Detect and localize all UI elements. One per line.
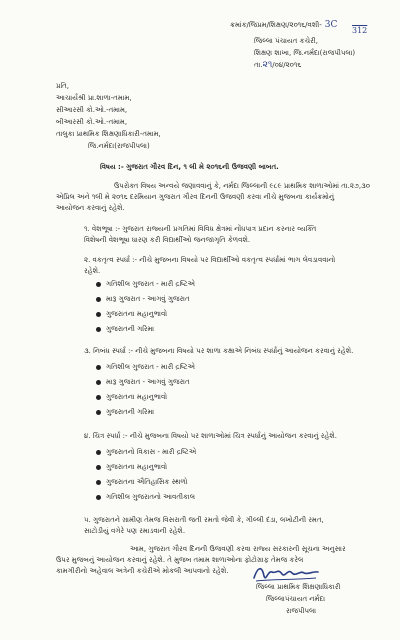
intro-line: આયોજન કરવાનું રહેશે. bbox=[56, 204, 125, 212]
item-3-line: ૩. નિબંધ સ્પર્ધા :- નીચે મુજબના વિષયો પર શાળા કક્ષાએ નિબંધ સ્પર્ધાનું આયોજન કરવાનું રહેશે. bbox=[84, 347, 354, 355]
handwritten-reference-number: 3C bbox=[324, 20, 338, 30]
item-4-line: ૪. ચિત્ર સ્પર્ધા :- નીચે મુજબના વિષયો પર શાળાઓમાં ચિત્ર સ્પર્ધાનું આયોજન કરવાનું રહેશે. bbox=[84, 432, 337, 440]
recipient-line: બીઆરસી કો.ઓ.-તમામ, bbox=[56, 118, 128, 126]
signatory-title: જિલ્લા પ્રાથમિક શિક્ષણાધિકારી bbox=[256, 583, 341, 591]
date-prefix: તા. bbox=[254, 61, 263, 69]
signatory-office: જિલ્લાપંચાયત નર્મદા bbox=[266, 595, 326, 603]
reference-number bbox=[230, 21, 337, 30]
item-2-line: ૨. વકતૃત્વ સ્પર્ધા :- નીચે મુજબના વિષયો પર વિદ્યાર્થીઓ વકતૃત્વ સ્પર્ધામાં ભાગ લેવડાવવાનો bbox=[84, 256, 336, 264]
closing-line: ઉપર મુજબનું આયોજન કરવાનું રહેશે. તે મુજબ તમામ શાળાઓના ફોટોગ્રાફ તેમજ કરેલ bbox=[56, 556, 304, 564]
list-item: મારૂ ગુજરાત - આગવું ગુજરાત bbox=[106, 295, 190, 303]
reference-number-text: ક્રમાંક/જિપ્રમ/શિક્ષણ/૨૦૧૬/વશી- bbox=[230, 21, 322, 29]
recipient-line: સીઆરસી કો.ઓ.-તમામ, bbox=[56, 106, 128, 114]
handwritten-signature bbox=[252, 562, 322, 584]
recipient-line: તાલુકા પ્રાથમિક શિક્ષણાધિકારી-તમામ, bbox=[56, 130, 161, 138]
list-item: ગુજરાતનો વિકાસ - મારી દ્રષ્ટિએ bbox=[106, 448, 197, 456]
list-item: ગતિશીલ ગુજરાતનો આવતીકાલ bbox=[106, 493, 196, 501]
letter-subject: વિષય :- ગુજરાત ગૌરવ દિન, ૧ લી મે ૨૦૧૬ની ઉજવણી બાબત. bbox=[100, 163, 279, 171]
item-2-line: રહેશે. bbox=[84, 267, 101, 275]
list-item: ગુજરાતની ગરિમા bbox=[106, 408, 155, 416]
list-item: ગુજરાતના મહાનુભાવો bbox=[106, 393, 168, 401]
signatory-location: રાજપીપલા bbox=[286, 607, 317, 615]
list-item: ગુજરાતના મહાનુભાવો bbox=[106, 463, 168, 471]
item-5-line: સાટોડીયું વગેરે પણ રમાડવાની રહેશે. bbox=[84, 527, 186, 535]
handwritten-date-day: ૨૧ bbox=[262, 60, 273, 70]
list-item: ગુજરાતના ઐતિહાસિક સ્થળો bbox=[106, 478, 188, 486]
handwritten-reference-fraction: 312 bbox=[352, 26, 368, 35]
recipient-salutation: પ્રતિ, bbox=[56, 82, 69, 90]
recipient-line: આચાર્યશ્રી પ્રા.શાળા-તમામ, bbox=[56, 94, 132, 102]
list-item: ગુજરાતની ગરિમા bbox=[106, 325, 155, 333]
item-1-line: ૧. વેશભૂષા :- ગુજરાત રાજ્યની પ્રગતિમાં વિવિધ ક્ષેત્રમાં નોંધપાત્ર પ્રદાન કરનાર વ્યક્તિ bbox=[84, 225, 317, 233]
date-suffix: /૦૪/૨૦૧૬ bbox=[272, 61, 302, 69]
item-1-line: વિશેષની વેશભૂષા ધારણ કરી વિદ્યાર્થીઓ જનજાગૃતિ કેળવશે. bbox=[84, 236, 251, 244]
office-branch: શિક્ષણ શાખા, જિ.નર્મદા(રાજપીપલા) bbox=[254, 49, 356, 57]
office-name: જિલ્લા પંચાયત કચેરી, bbox=[254, 37, 318, 45]
item-5-line: ૫. ગુજરાતને ગ્રામીણ તેમજ વિસરાતી જતી રમતો જેવી કે, ગીલ્લી દંડા, લખોટીની રમત, bbox=[84, 516, 324, 524]
list-item: મારૂ ગુજરાત - આગવું ગુજરાત bbox=[106, 378, 190, 386]
closing-line: આમ, ગુજરાત ગૌરવ દિનની ઉજવણી કરવા રાજ્ય સરકારની સૂચના અનુસાર bbox=[130, 545, 346, 553]
list-item: ગતિશીલ ગુજરાત - મારી દ્રષ્ટિએ bbox=[106, 280, 195, 288]
intro-line: ઉપરોક્ત વિષય અન્વયે જણાવવાનું કે, નર્મદા જિલ્લાની ૯૮૯ પ્રાથમિક શાળાઓમાં તા.૨૭,૩૦ bbox=[114, 182, 370, 190]
recipient-line: જિ.નર્મદા(રાજપીપલા) bbox=[88, 142, 150, 150]
letter-date bbox=[254, 61, 301, 70]
intro-line: એપ્રિલ અને ૧લી મે ૨૦૧૬ દરમિયાન ગુજરાત ગૌરવ દિનની ઉજવણી કરવા નીચે મુજબના કાર્યક્રમોનું bbox=[56, 193, 335, 201]
list-item: ગતિશીલ ગુજરાત - મારી દ્રષ્ટિએ bbox=[106, 363, 195, 371]
closing-line: કામગીરીનો અહેવાલ અત્રેની કચેરીએ મોકલી આપવાનો રહેશે. bbox=[56, 567, 229, 575]
list-item: ગુજરાતના મહાનુભાવો bbox=[106, 310, 168, 318]
